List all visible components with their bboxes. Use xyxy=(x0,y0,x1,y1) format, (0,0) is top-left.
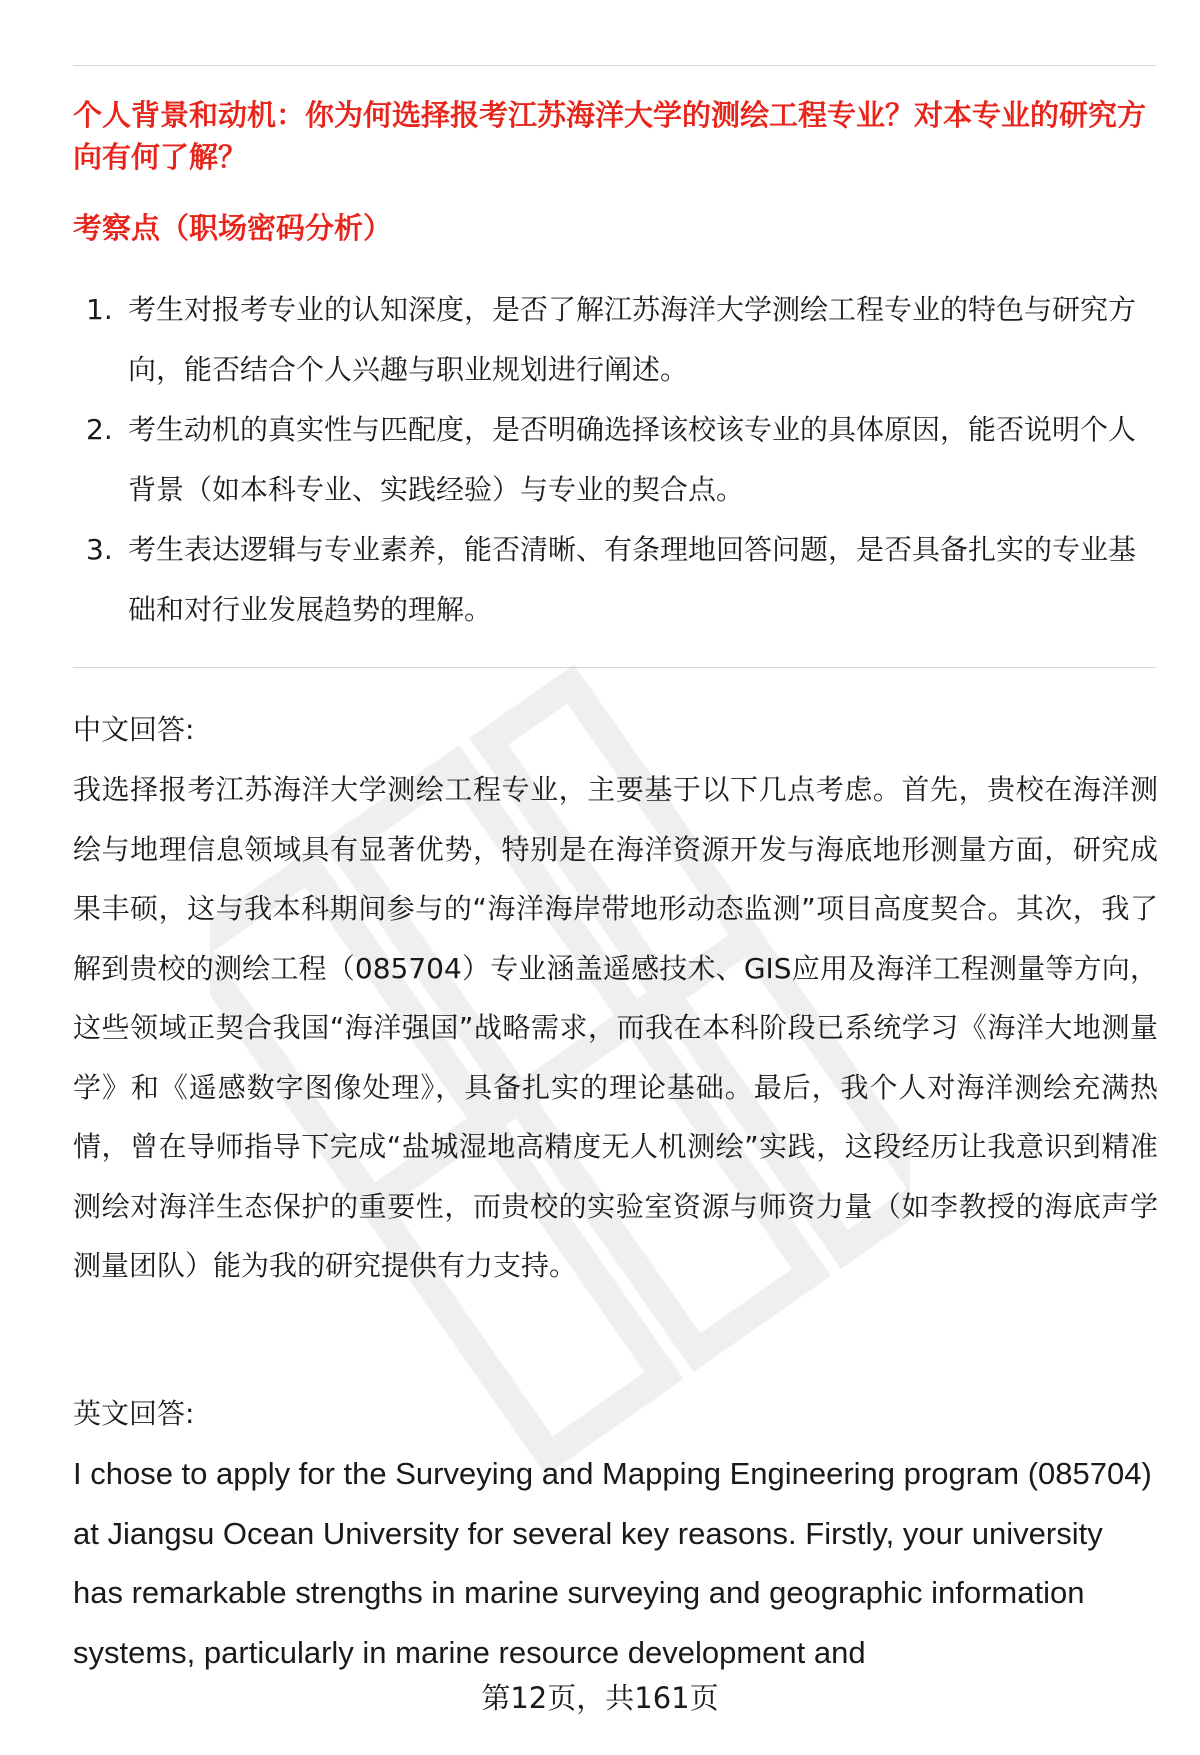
question-heading: 个人背景和动机：你为何选择报考江苏海洋大学的测绘工程专业？对本专业的研究方向有何了解？ xyxy=(73,98,1147,174)
list-item xyxy=(73,520,1158,640)
list-item xyxy=(73,400,1158,520)
list-item-number: 3. xyxy=(86,533,113,566)
list-item xyxy=(73,280,1158,400)
top-divider xyxy=(73,65,1156,66)
list-item-text: 考生对报考专业的认知深度，是否了解江苏海洋大学测绘工程专业的特色与研究方向，能否结合个人兴趣与职业规划进行阐述。 xyxy=(128,293,1137,386)
page-number-footer: 第12页，共161页 xyxy=(481,1681,719,1715)
list-item-text: 考生表达逻辑与专业素养，能否清晰、有条理地回答问题，是否具备扎实的专业基础和对行业发展趋势的理解。 xyxy=(128,533,1137,626)
list-item-number: 2. xyxy=(86,413,113,446)
assessment-points-list xyxy=(73,280,1158,640)
points-title: 考察点（职场密码分析） xyxy=(73,211,393,245)
list-item-number: 1. xyxy=(86,293,113,326)
chinese-answer-label: 中文回答: xyxy=(73,713,195,746)
list-item-text: 考生动机的真实性与匹配度，是否明确选择该校该专业的具体原因，能否说明个人背景（如本科专业、实践经验）与专业的契合点。 xyxy=(128,413,1137,506)
chinese-answer-text: 我选择报考江苏海洋大学测绘工程专业，主要基于以下几点考虑。首先，贵校在海洋测绘与地理信息领域具有显著优势，特别是在海洋资源开发与海底地形测量方面，研究成果丰硕，这与我本科期间参与的“海洋海岸带地形动态监测”项目高度契合。其次，我了解到贵校的测绘工程（085704）专业涵盖遥感技术、GIS应用及海洋工程测量等方向，这些领域正契合我国“海洋强国”战略需求，而我在本科阶段已系统学习《海洋大地测量学》和《遥感数字图像处理》，具备扎实的理论基础。最后，我个人对海洋测绘充满热情，曾在导师指导下完成“盐城湿地高精度无人机测绘”实践，这段经历让我意识到精准测绘对海洋生态保护的重要性，而贵校的实验室资源与师资力量（如李教授的海底声学测量团队）能为我的研究提供有力支持。 xyxy=(73,773,1158,1282)
english-answer-text: I chose to apply for the Surveying and Mapping Engineering program (085704) at Jiangsu Ocean University for several key reasons. Firstly, your university has remarkable strengths in marine surveying and geographic information systems, particularly in marine resource development and xyxy=(73,1456,1152,1670)
section-divider xyxy=(73,667,1156,668)
english-answer-label: 英文回答: xyxy=(73,1397,195,1430)
